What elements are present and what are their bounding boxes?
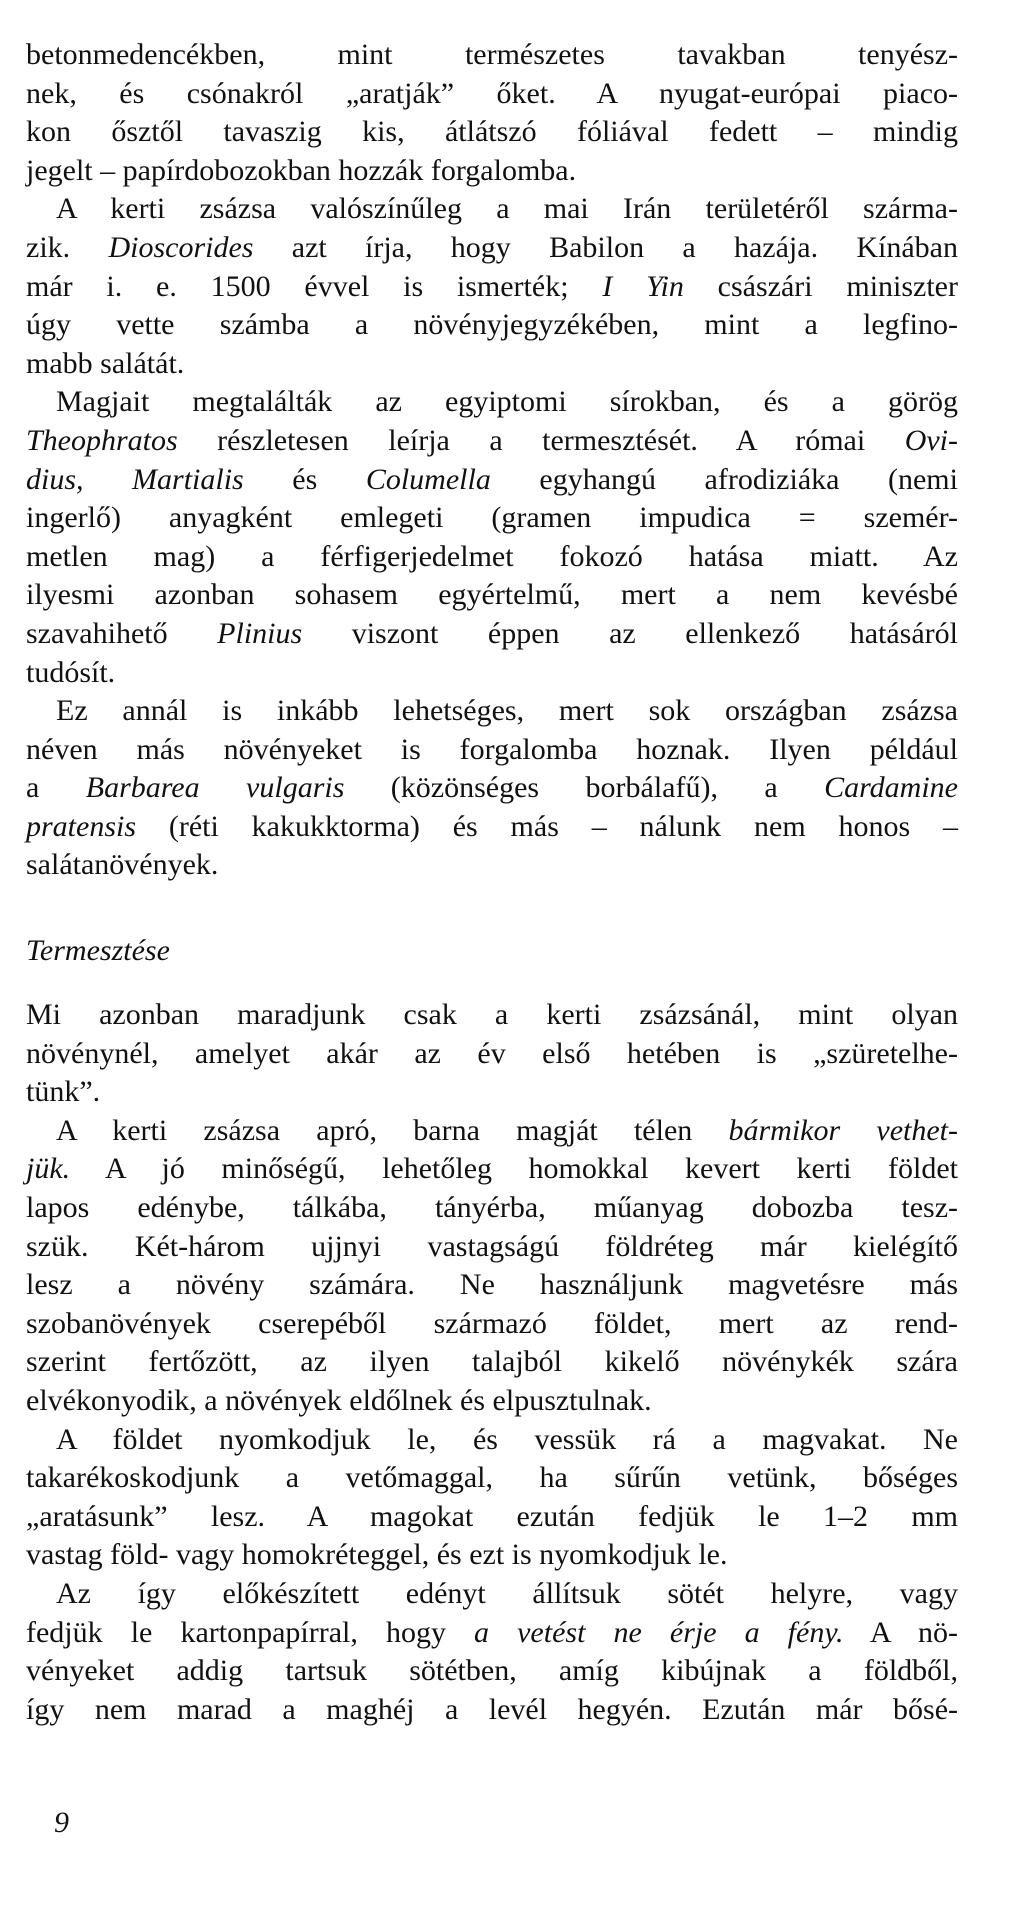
- italic-text: Cardamine: [824, 771, 958, 805]
- text-run: Mi azonban maradjunk csak a kerti zsázsánál, mint olyan: [26, 998, 958, 1032]
- text-line: [26, 461, 958, 500]
- text-run: vastag föld- vagy homokréteggel, és ezt is nyomkodjuk le.: [26, 1538, 728, 1572]
- text-run: nek, és csónakról „aratják” őket. A nyugat-európai piaco-: [26, 76, 958, 110]
- paragraph: [26, 996, 958, 1112]
- italic-text: Plinius: [217, 616, 303, 650]
- text-run: néven más növényeket is forgalomba hoznak. Ilyen például: [26, 732, 958, 766]
- text-run: salátanövények.: [26, 848, 219, 882]
- page-body: [26, 36, 958, 1729]
- text-run: így nem marad a maghéj a levél hegyén. Ezután már bősé-: [26, 1692, 958, 1726]
- text-line: [26, 1536, 958, 1575]
- text-run: A kerti zsázsa apró, barna magját télen: [56, 1113, 729, 1147]
- text-line: [26, 1421, 958, 1460]
- text-line: [26, 1575, 958, 1614]
- paragraph: [26, 692, 958, 885]
- text-run: fedjük le kartonpapírral, hogy: [26, 1615, 475, 1649]
- italic-text: Columella: [365, 462, 491, 496]
- paragraph: [26, 1575, 958, 1729]
- text-line: [26, 1150, 958, 1189]
- text-run: Magjait megtalálták az egyiptomi sírokban, és a görög: [56, 385, 958, 419]
- text-run: (közönséges borbálafű), a: [344, 771, 825, 805]
- italic-text: bármikor vethet-: [728, 1113, 958, 1147]
- text-line: [26, 996, 958, 1035]
- text-run: tudósít.: [26, 655, 116, 689]
- paragraph: [26, 190, 958, 383]
- text-run: szavahihető: [26, 616, 218, 650]
- italic-text: Theophratos: [26, 423, 178, 457]
- text-line: [26, 692, 958, 731]
- text-line: [26, 1652, 958, 1691]
- text-line: [26, 1614, 958, 1653]
- text-line: [26, 769, 958, 808]
- text-run: takarékoskodjunk a vetőmaggal, ha sűrűn vetünk, bőséges: [26, 1461, 958, 1495]
- paragraph: [26, 1421, 958, 1575]
- text-line: [26, 731, 958, 770]
- paragraph: [26, 36, 958, 190]
- italic-text: pratensis: [26, 809, 137, 843]
- text-run: tünk”.: [26, 1075, 101, 1109]
- text-run: azt írja, hogy Babilon a hazája. Kínában: [253, 230, 958, 264]
- text-line: [26, 422, 958, 461]
- text-run: zik.: [26, 230, 109, 264]
- text-line: [26, 75, 958, 114]
- text-run: lesz a növény számára. Ne használjunk magvetésre más: [26, 1268, 958, 1302]
- text-line: [26, 499, 958, 538]
- paragraph: [26, 1112, 958, 1421]
- text-line: [26, 1691, 958, 1730]
- text-line: [26, 36, 958, 75]
- text-run: A jó minőségű, lehetőleg homokkal kevert kerti földet: [70, 1152, 958, 1186]
- italic-text: jük.: [26, 1152, 71, 1186]
- text-run: úgy vette számba a növényjegyzékében, mint a legfino-: [26, 308, 958, 342]
- text-run: szük. Két-három ujjnyi vastagságú földréteg már kielégítő: [26, 1229, 958, 1263]
- italic-text: Dioscorides: [108, 230, 254, 264]
- text-run: lapos edénybe, tálkába, tányérba, műanyag dobozba tesz-: [26, 1191, 958, 1225]
- text-run: „aratásunk” lesz. A magokat ezután fedjük le 1–2 mm: [26, 1499, 958, 1533]
- paragraph: [26, 383, 958, 692]
- text-line: [26, 846, 958, 885]
- text-run: császári miniszter: [683, 269, 958, 303]
- text-line: [26, 808, 958, 847]
- text-line: [26, 345, 958, 384]
- text-run: A kerti zsázsa valószínűleg a mai Irán területéről szárma-: [56, 192, 958, 226]
- text-line: [26, 190, 958, 229]
- text-run: a: [26, 771, 86, 805]
- text-line: [26, 1228, 958, 1267]
- italic-text: dius, Martialis: [26, 462, 244, 496]
- text-run: betonmedencékben, mint természetes tavakban tenyész-: [26, 38, 958, 71]
- text-run: (réti kakukktorma) és más – nálunk nem honos –: [136, 809, 958, 843]
- text-run: kon ősztől tavaszig kis, átlátszó fóliával fedett – mindig: [26, 115, 958, 149]
- text-run: szerint fertőzött, az ilyen talajból kikelő növénykék szára: [26, 1345, 958, 1379]
- text-run: egyhangú afrodiziáka (nemi: [490, 462, 958, 496]
- text-line: [26, 1112, 958, 1151]
- text-run: jegelt – papírdobozokban hozzák forgalomba.: [26, 153, 577, 187]
- italic-text: a vetést ne érje a fény.: [474, 1615, 844, 1649]
- text-line: [26, 615, 958, 654]
- section-heading: Termesztése: [26, 934, 170, 968]
- text-line: [26, 1382, 958, 1421]
- text-line: [26, 1459, 958, 1498]
- text-line: [26, 1305, 958, 1344]
- text-line: [26, 306, 958, 345]
- text-run: mabb salátát.: [26, 346, 185, 380]
- text-run: növénynél, amelyet akár az év első hetében is „szüretelhe-: [26, 1036, 958, 1070]
- text-line: [26, 576, 958, 615]
- text-line: [26, 1498, 958, 1537]
- text-run: részletesen leírja a termesztését. A római: [177, 423, 905, 457]
- text-line: [26, 654, 958, 693]
- text-run: viszont éppen az ellenkező hatásáról: [302, 616, 959, 650]
- text-run: Ez annál is inkább lehetséges, mert sok országban zsázsa: [56, 694, 958, 728]
- text-line: [26, 1189, 958, 1228]
- text-run: Az így előkészített edényt állítsuk sötét helyre, vagy: [56, 1576, 958, 1610]
- text-run: ingerlő) anyagként emlegeti (gramen impudica = szemér-: [26, 501, 958, 535]
- page-number: 9: [54, 1806, 69, 1839]
- text-run: metlen mag) a férfigerjedelmet fokozó hatása miatt. Az: [26, 539, 958, 573]
- text-line: [26, 229, 958, 268]
- text-line: [26, 383, 958, 422]
- text-run: szobanövények cserepéből származó földet, mert az rend-: [26, 1306, 958, 1340]
- text-line: [26, 1266, 958, 1305]
- text-line: [26, 1073, 958, 1112]
- text-run: és: [243, 462, 366, 496]
- text-run: már i. e. 1500 évvel is ismerték;: [26, 269, 603, 303]
- text-line: [26, 538, 958, 577]
- text-line: [26, 152, 958, 191]
- text-line: [26, 268, 958, 307]
- text-run: vényeket addig tartsuk sötétben, amíg kibújnak a földből,: [26, 1654, 958, 1688]
- italic-text: Ovi-: [904, 423, 958, 457]
- italic-text: Barbarea vulgaris: [85, 771, 345, 805]
- text-run: ilyesmi azonban sohasem egyértelmű, mert a nem kevésbé: [26, 578, 958, 612]
- text-run: A földet nyomkodjuk le, és vessük rá a magvakat. Ne: [56, 1422, 958, 1456]
- text-line: [26, 113, 958, 152]
- text-run: elvékonyodik, a növények eldőlnek és elpusztulnak.: [26, 1384, 652, 1417]
- text-line: [26, 1035, 958, 1074]
- text-line: [26, 1343, 958, 1382]
- text-run: A nö-: [843, 1615, 958, 1649]
- italic-text: I Yin: [602, 269, 684, 303]
